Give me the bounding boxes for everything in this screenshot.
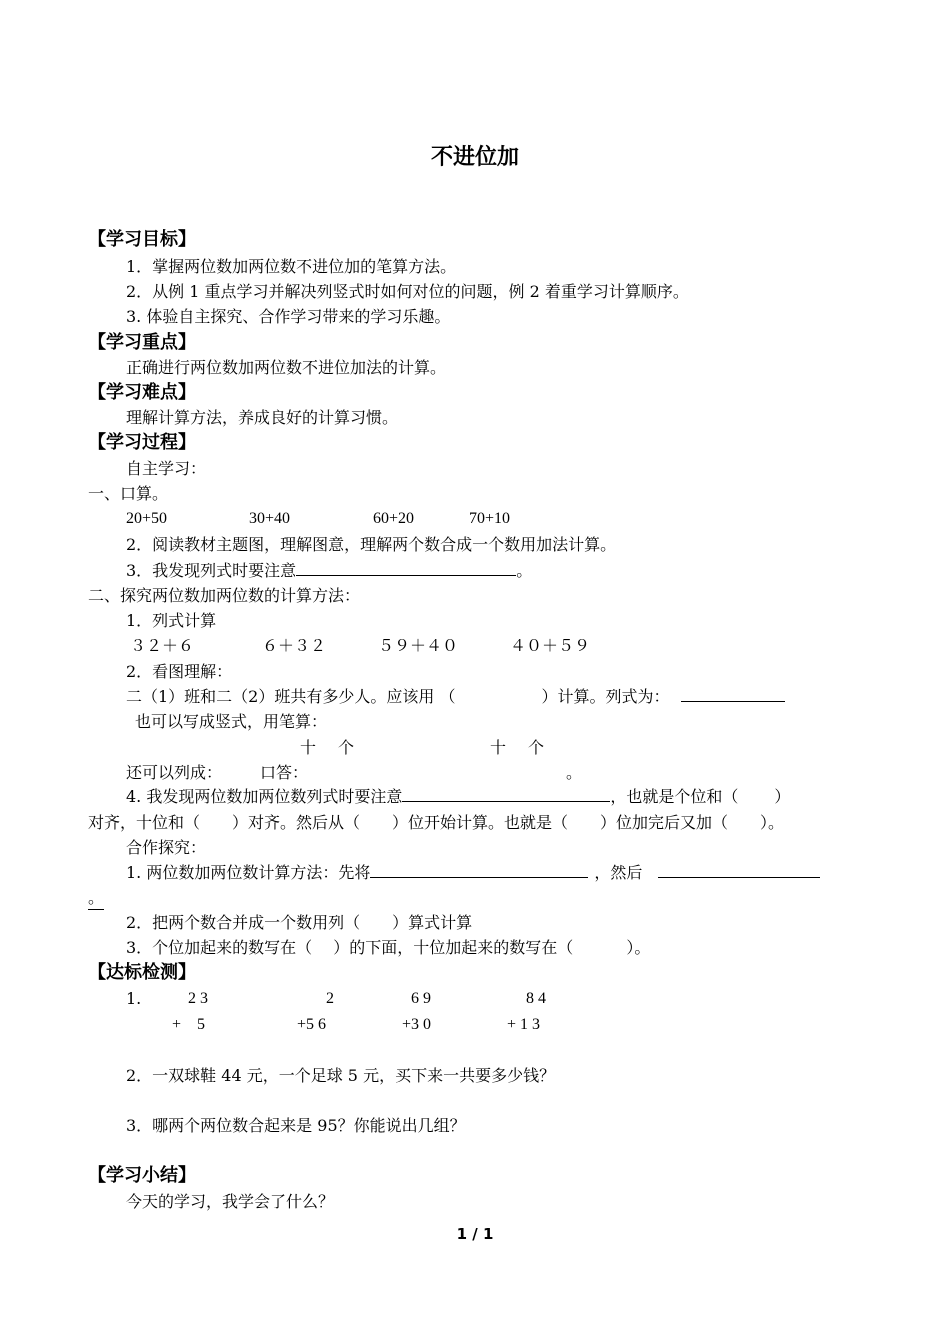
difficulty-text: 理解计算方法，养成良好的计算习惯。 [126,408,399,427]
test-item-1-number: 1. [126,989,142,1008]
heading-difficulty: 【学习难点】 [88,382,196,403]
oral-item: 30+40 [249,510,291,527]
calc-item: ６＋３２ [262,636,327,655]
vertical-top: 6 9 [411,990,431,1007]
period: 。 [566,763,583,782]
place-one: 个 [528,738,545,757]
vertical-bottom: + 5 [172,1016,206,1033]
coop-text-2: ，然后 [594,863,643,882]
calc-item: ５９＋４０ [378,636,459,655]
vertical-bottom: +5 6 [297,1016,327,1033]
coop-item-2: 2．把两个数合并成一个数用列（ ）算式计算 [126,913,473,932]
heading-test: 【达标检测】 [88,962,196,983]
calc-item: ３２＋６ [130,636,195,655]
question-text-2: ）计算。列式为： [541,687,670,706]
self-study-label: 自主学习： [126,459,207,478]
period: 。 [516,561,533,580]
item-4-line-2: 对齐，十位和（ ）对齐。然后从（ ）位开始计算。也就是（ ）位加完后又加（ ）。 [88,813,785,832]
item-3-text: 3．我发现列式时要注意 [126,561,297,580]
question-line [126,686,785,708]
vertical-top: 2 [326,990,334,1007]
goal-3: 3. 体验自主探究、合作学习带来的学习乐趣。 [126,307,451,326]
goal-1: 1．掌握两位数加两位数不进位加的笔算方法。 [126,257,457,276]
oral-item-3 [126,560,532,582]
section-oral: 一、口算。 [88,484,169,503]
question-text: 二（1）班和二（2）班共有多少人。应该用 （ [126,687,456,706]
paren-close: ） [774,787,791,806]
oral-item: 20+50 [126,510,168,527]
heading-summary: 【学习小结】 [88,1165,196,1186]
test-item-2: 2．一双球鞋 44 元，一个足球 5 元，买下来一共要多少钱？ [126,1066,556,1085]
item-4-text: 4. 我发现两位数加两位数列式时要注意 [126,787,403,806]
key-point-text: 正确进行两位数加两位数不进位加法的计算。 [126,358,447,377]
also-column-label: 还可以列成： [126,763,223,782]
goal-2: 2．从例 1 重点学习并解决列竖式时如何对位的问题，例 2 着重学习计算顺序。 [126,282,689,301]
vertical-bottom: +3 0 [402,1016,432,1033]
cooperative-label: 合作探究： [126,838,207,857]
coop-item-3: 3．个位加起来的数写在（ ）的下面，十位加起来的数写在（ ）。 [126,938,651,957]
answer-blank[interactable] [681,686,785,702]
explore-item-2: 2．看图理解： [126,662,233,681]
oral-item-2: 2．阅读教材主题图，理解图意，理解两个数合成一个数用加法计算。 [126,535,617,554]
heading-process: 【学习过程】 [88,432,196,453]
answer-blank[interactable] [296,560,516,576]
vertical-bottom: + 1 3 [507,1016,541,1033]
coop-item-1-end [88,887,104,910]
page-title: 不进位加 [430,145,519,170]
oral-item: 60+20 [373,510,415,527]
vertical-hint: 也可以写成竖式，用笔算： [135,712,328,731]
vertical-top: 8 4 [526,990,546,1007]
oral-item: 70+10 [469,510,511,527]
coop-item-1 [126,862,820,884]
place-ten: 十 [300,738,317,757]
heading-key-points: 【学习重点】 [88,332,196,353]
answer-blank[interactable] [370,862,588,878]
answer-blank[interactable] [658,862,820,878]
oral-answer-label: 口答： [260,763,309,782]
answer-blank[interactable] [402,786,610,802]
calc-item: ４０＋５９ [510,636,591,655]
item-4-text-2: ，也就是个位和（ [610,787,739,806]
item-4-line-1 [126,786,790,808]
test-item-3: 3．哪两个两位数合起来是 95？你能说出几组？ [126,1116,466,1135]
vertical-top: 2 3 [188,990,208,1007]
section-explore: 二、探究两位数加两位数的计算方法： [88,586,361,605]
summary-text: 今天的学习，我学会了什么？ [126,1192,335,1211]
period: 。 [88,887,104,910]
coop-text: 1. 两位数加两位数计算方法：先将 [126,863,371,882]
explore-item-1: 1．列式计算 [126,611,217,630]
place-one: 个 [338,738,355,757]
heading-goals: 【学习目标】 [88,229,196,250]
place-ten: 十 [490,738,507,757]
page-number: 1 / 1 [456,1225,494,1243]
